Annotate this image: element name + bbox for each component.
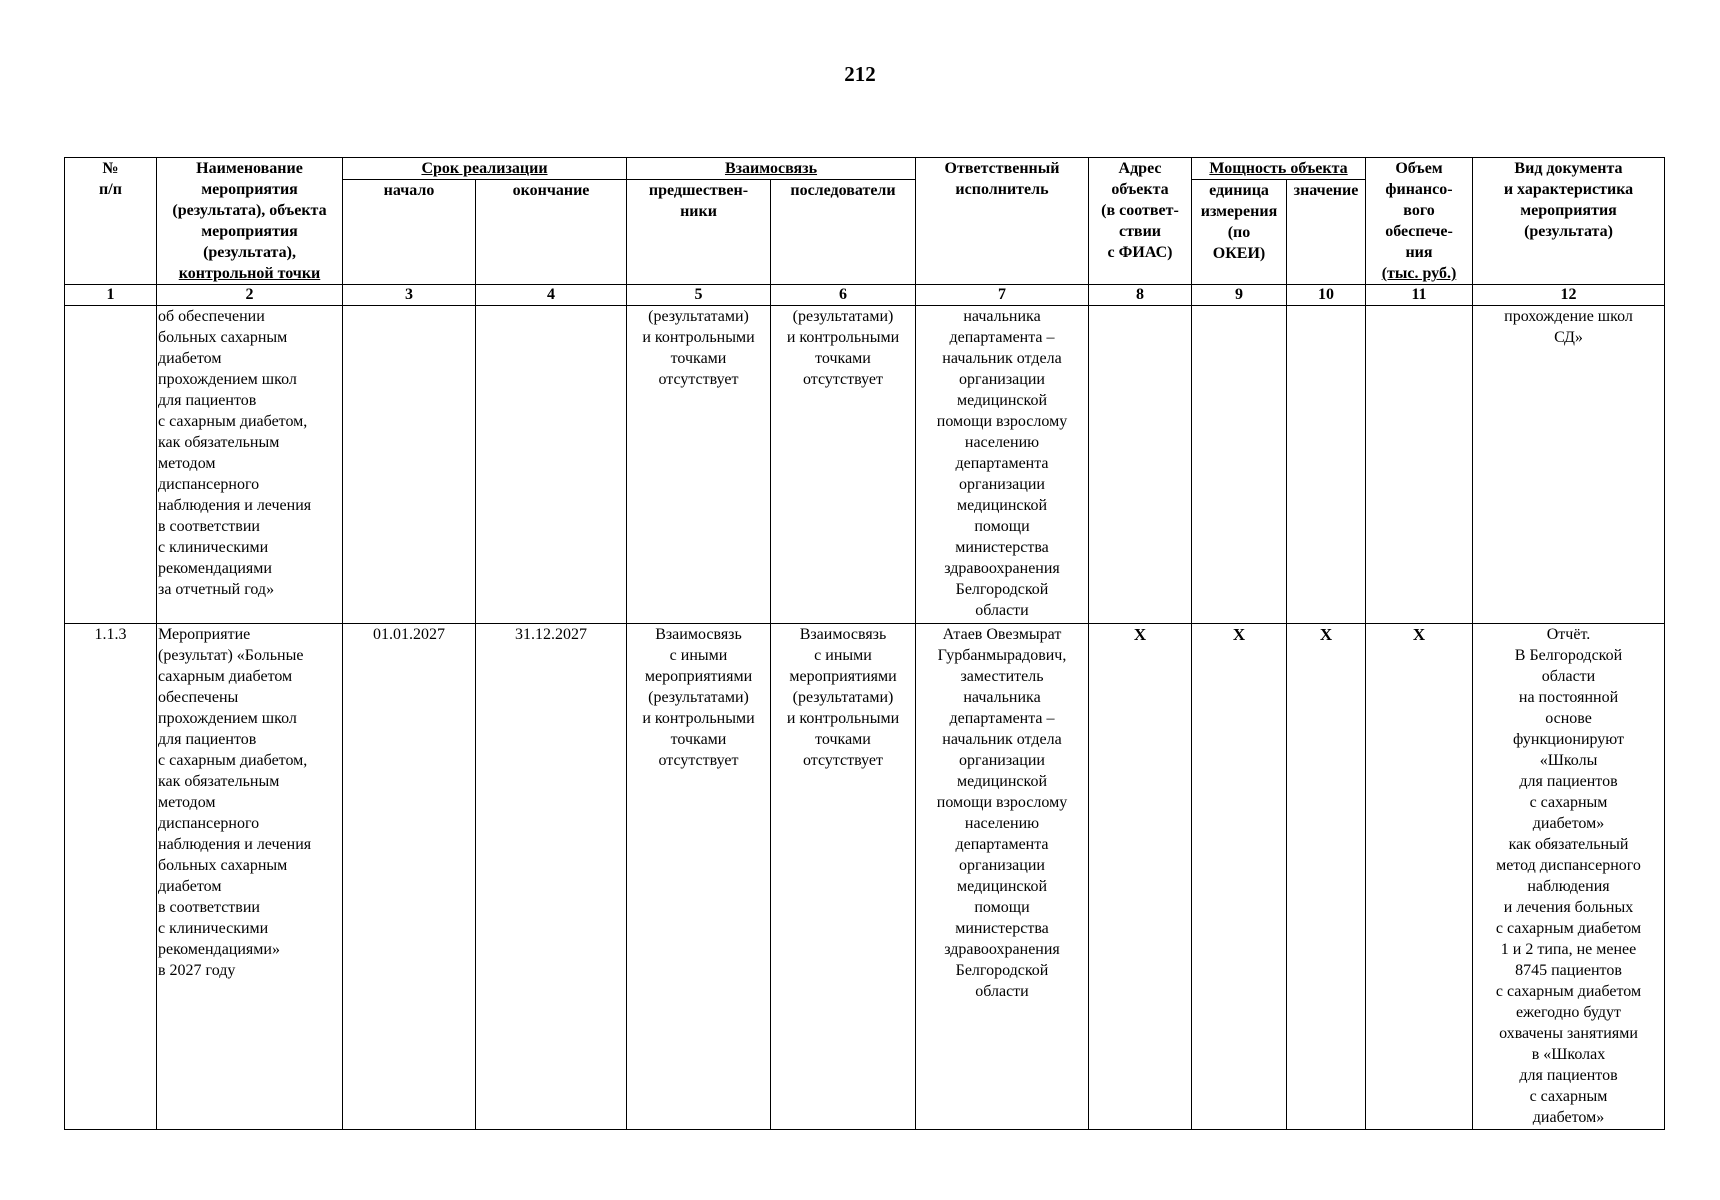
header-document: Вид документа и характеристика мероприятия (результата) xyxy=(1473,158,1665,285)
row2-responsible: Атаев Овезмырат Гурбанмырадович, заместитель начальника департамента – начальник отдела организации медицинской помощи взрослому населению департамента организации медицинской помощи министерства здравоохранения Белгородской области xyxy=(916,624,1089,1130)
row2-address: X xyxy=(1089,624,1192,1130)
col-number: 11 xyxy=(1366,285,1473,306)
header-power-unit: единица измерения (по ОКЕИ) xyxy=(1192,180,1287,285)
row2-unit: X xyxy=(1192,624,1287,1130)
row2-prev: Взаимосвязь с иными мероприятиями (результатами) и контрольными точками отсутствует xyxy=(627,624,771,1130)
row1-address xyxy=(1089,306,1192,624)
col-number: 5 xyxy=(627,285,771,306)
header-term-end: окончание xyxy=(476,180,627,285)
header-term-start: начало xyxy=(343,180,476,285)
row2-value: X xyxy=(1287,624,1366,1130)
col-number: 2 xyxy=(157,285,343,306)
table-row xyxy=(65,306,1665,624)
row2-finance: X xyxy=(1366,624,1473,1130)
header-no: № п/п xyxy=(65,158,157,285)
col-number: 8 xyxy=(1089,285,1192,306)
row2-next: Взаимосвязь с иными мероприятиями (результатами) и контрольными точками отсутствует xyxy=(771,624,916,1130)
col-number: 7 xyxy=(916,285,1089,306)
row1-name: об обеспечении больных сахарным диабетом прохождением школ для пациентов с сахарным диабетом, как обязательным методом диспансерного наблюдения и лечения в соответствии с клиническими рекомендациями за отчетный год» xyxy=(157,306,343,624)
header-finance: Объем финансо- вого обеспече- ния (тыс. руб.) xyxy=(1366,158,1473,285)
plan-table xyxy=(64,157,1665,1130)
row2-document: Отчёт. В Белгородской области на постоянной основе функционируют «Школы для пациентов с сахарным диабетом» как обязательный метод диспансерного наблюдения и лечения больных с сахарным диабетом 1 и 2 типа, не менее 8745 пациентов с сахарным диабетом ежегодно будут охвачены занятиями в «Школах для пациентов с сахарным диабетом» xyxy=(1473,624,1665,1130)
row1-next: (результатами) и контрольными точками отсутствует xyxy=(771,306,916,624)
col-number: 12 xyxy=(1473,285,1665,306)
row2-no: 1.1.3 xyxy=(65,624,157,1130)
header-power: Мощность объекта xyxy=(1192,158,1366,180)
header-responsible: Ответственный исполнитель xyxy=(916,158,1089,285)
page-number: 212 xyxy=(844,62,876,86)
header-term: Срок реализации xyxy=(343,158,627,180)
header-link: Взаимосвязь xyxy=(627,158,916,180)
row1-prev: (результатами) и контрольными точками отсутствует xyxy=(627,306,771,624)
table-row xyxy=(65,624,1665,1130)
header-name: Наименование мероприятия (результата), объекта мероприятия (результата), контрольной точки xyxy=(157,158,343,285)
col-number: 6 xyxy=(771,285,916,306)
header-link-prev: предшествен- ники xyxy=(627,180,771,285)
col-number: 4 xyxy=(476,285,627,306)
row2-end: 31.12.2027 xyxy=(476,624,627,1130)
col-number: 10 xyxy=(1287,285,1366,306)
row2-start: 01.01.2027 xyxy=(343,624,476,1130)
row1-value xyxy=(1287,306,1366,624)
col-number: 1 xyxy=(65,285,157,306)
row1-document: прохождение школ СД» xyxy=(1473,306,1665,624)
row1-start xyxy=(343,306,476,624)
row1-responsible: начальника департамента – начальник отдела организации медицинской помощи взрослому населению департамента организации медицинской помощи министерства здравоохранения Белгородской области xyxy=(916,306,1089,624)
row1-unit xyxy=(1192,306,1287,624)
header-link-next: последователи xyxy=(771,180,916,285)
row1-finance xyxy=(1366,306,1473,624)
row1-end xyxy=(476,306,627,624)
row1-no xyxy=(65,306,157,624)
header-address: Адрес объекта (в соответ- ствии с ФИАС) xyxy=(1089,158,1192,285)
row2-name: Мероприятие (результат) «Больные сахарным диабетом обеспечены прохождением школ для пациентов с сахарным диабетом, как обязательным методом диспансерного наблюдения и лечения больных сахарным диабетом в соответствии с клиническими рекомендациями» в 2027 году xyxy=(157,624,343,1130)
col-number: 9 xyxy=(1192,285,1287,306)
header-power-value: значение xyxy=(1287,180,1366,285)
col-number: 3 xyxy=(343,285,476,306)
